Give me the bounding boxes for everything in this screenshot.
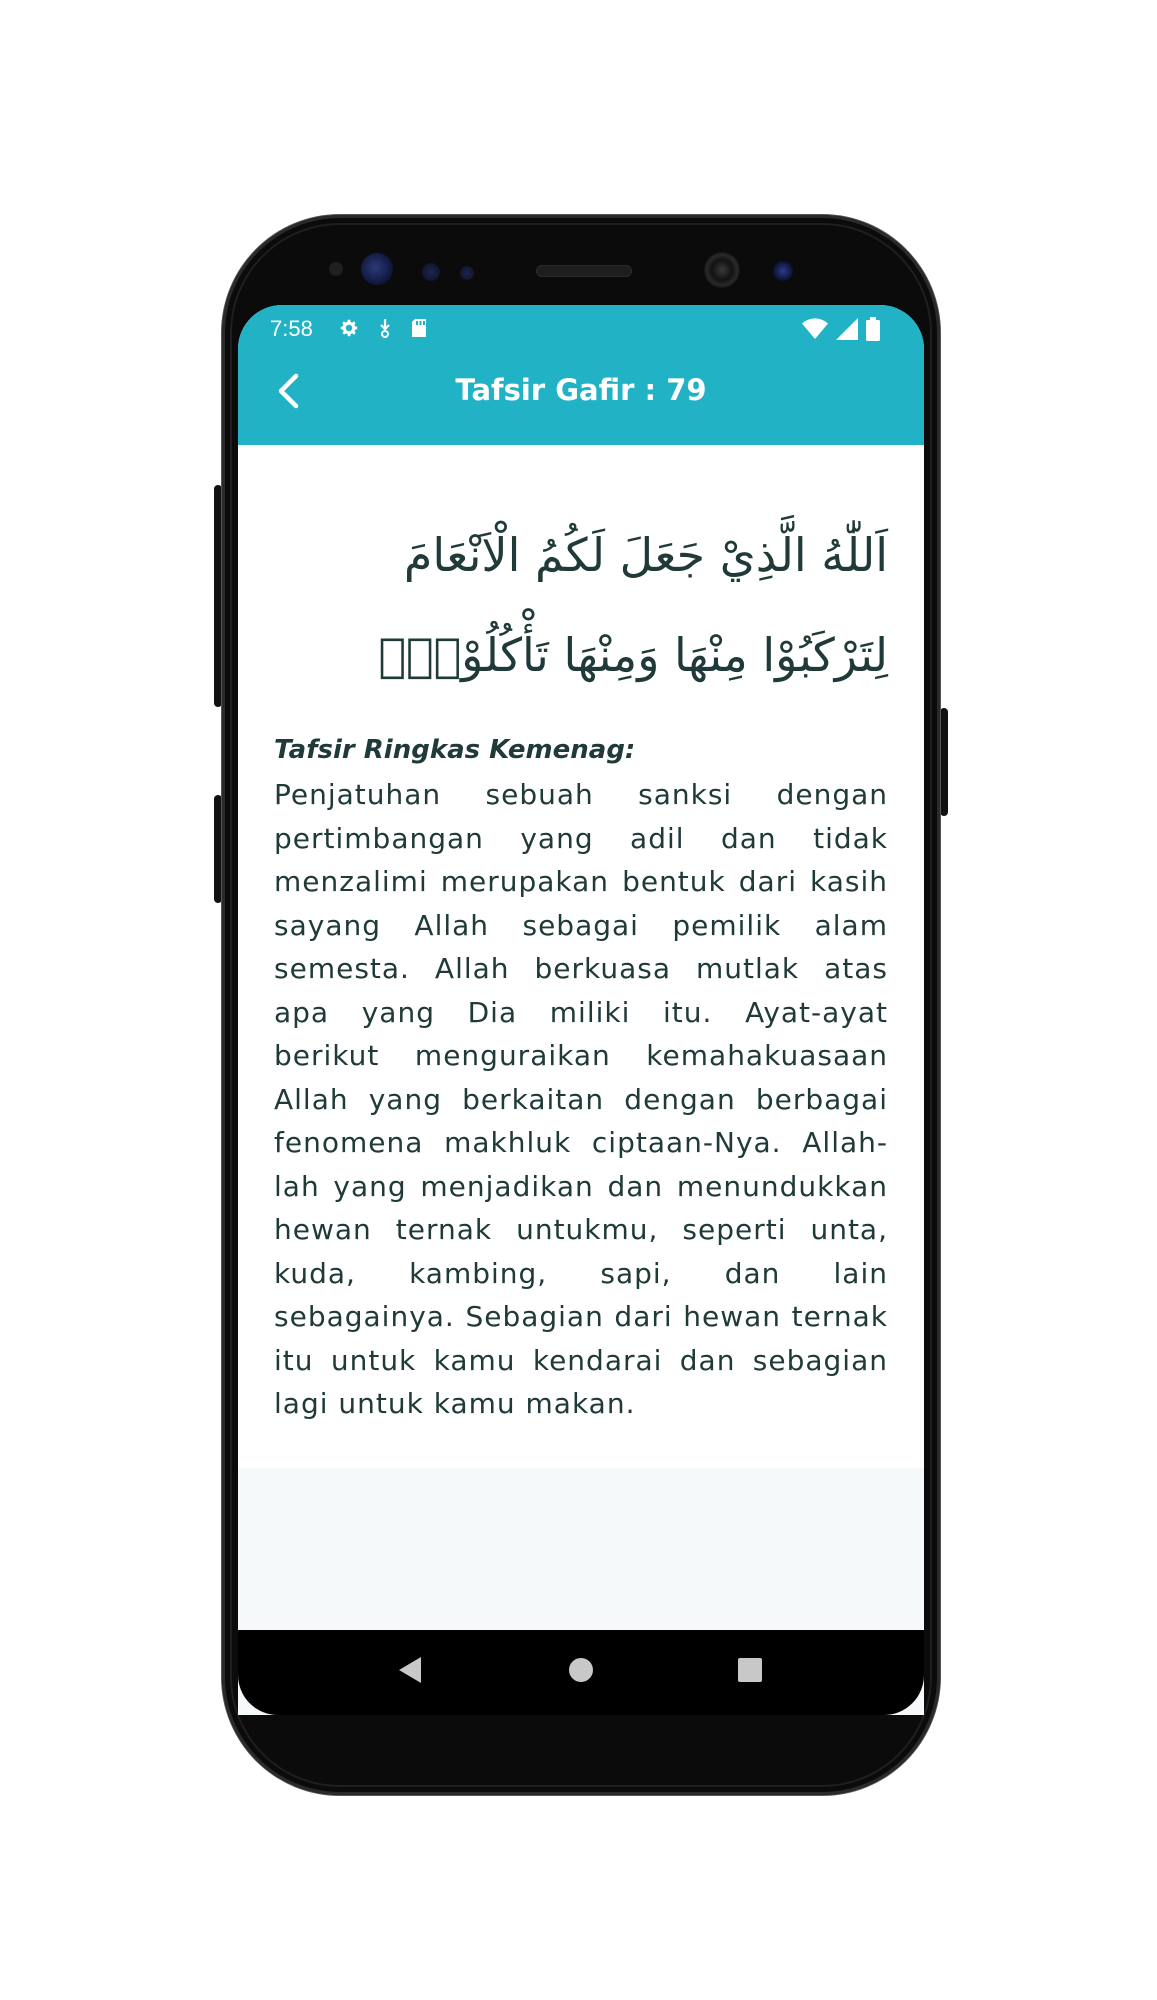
battery-icon	[866, 317, 880, 346]
signal-icon	[836, 318, 858, 345]
sd-card-icon	[410, 317, 428, 344]
earpiece-speaker	[536, 265, 632, 277]
light-sensor-small	[460, 266, 474, 280]
nav-back-button[interactable]	[390, 1652, 430, 1692]
status-time: 7:58	[270, 316, 313, 341]
nav-home-button[interactable]	[561, 1652, 601, 1692]
volume-button	[214, 485, 222, 707]
iris-camera	[773, 261, 793, 281]
status-bar	[238, 305, 924, 351]
front-camera	[704, 252, 740, 288]
proximity-sensor	[329, 262, 343, 276]
download-icon	[376, 317, 394, 344]
system-navigation-bar	[238, 1630, 924, 1715]
arabic-verse: اَللّٰهُ الَّذِيْ جَعَلَ لَكُمُ الْاَنْعَامَ لِتَرْكَبُوْا مِنْهَا وَمِنْهَا تَأْكُلُوْنَۖ	[378, 528, 888, 682]
tafsir-heading: Tafsir Ringkas Kemenag:	[274, 735, 636, 765]
tafsir-content	[238, 445, 924, 1468]
app-bar	[238, 305, 924, 445]
settings-icon	[338, 317, 360, 344]
power-button	[940, 708, 948, 816]
light-sensor	[422, 263, 440, 281]
back-triangle-icon	[397, 1656, 423, 1689]
recents-square-icon	[737, 1657, 763, 1688]
status-system-icons	[802, 317, 880, 346]
screen	[238, 305, 924, 1715]
bixby-button	[214, 795, 222, 903]
tafsir-body: Penjatuhan sebuah sanksi dengan pertimbangan yang adil dan tidak menzalimi merupakan bentuk dari kasih sayang Allah sebagai pemilik alam semesta. Allah berkuasa mutlak atas apa yang Dia miliki itu. Ayat-ayat berikut menguraikan kemahakuasaan Allah yang berkaitan dengan berbagai fenomena makhluk ciptaan-Nya. Allah-lah yang menjadikan dan menundukkan hewan ternak untukmu, seperti unta, kuda, kambing, sapi, dan lain sebagainya. Sebagian dari hewan ternak itu untuk kamu kendarai dan sebagian lagi untuk kamu makan.	[274, 778, 888, 1420]
status-notification-icons	[338, 317, 428, 344]
iris-scanner	[361, 253, 393, 285]
wifi-icon	[802, 318, 828, 345]
page-title: Tafsir Gafir : 79	[455, 373, 707, 407]
home-circle-icon	[568, 1657, 594, 1688]
nav-recents-button[interactable]	[730, 1652, 770, 1692]
